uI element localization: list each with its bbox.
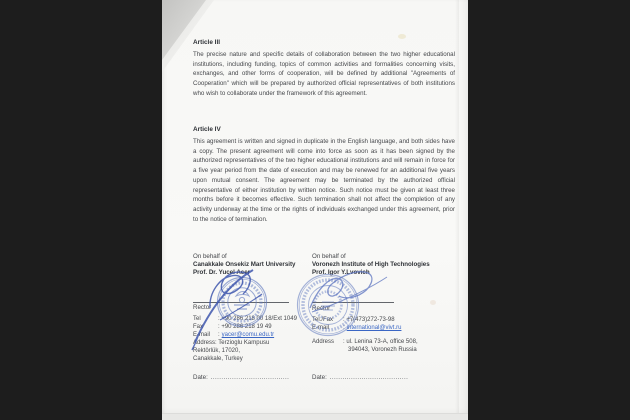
- left-signer-name: Prof. Dr. Yucel Acer: [193, 269, 251, 276]
- right-signature-line: [312, 302, 394, 303]
- scan-artifact: [430, 300, 436, 305]
- document-paper: [162, 0, 468, 420]
- left-address-row: [193, 339, 325, 347]
- left-address-line-2: Rektörlük, 17020,: [193, 348, 241, 355]
- article-3-body: The precise nature and specific details of collaboration between the two higher educational institutions, including funding, topics of common activities and formalities concerning visits, exchanges, and other forms of cooperation, will be defined by additional "Agreements of Cooperation" which will be prepared by authorized official representatives of both institutions who wish to collaborate under the framework of this agreement.: [193, 51, 455, 97]
- paper-bottom-edge: [162, 413, 468, 420]
- left-email-row: [193, 331, 325, 339]
- date-label: Date:: [193, 374, 208, 381]
- right-institution-name: Voronezh Institute of High Technologies: [312, 261, 430, 268]
- telfax-label: Tel./Fax: [312, 317, 334, 323]
- left-contact-details: [193, 315, 325, 364]
- email-label: E-mail: [312, 325, 330, 332]
- article-4-heading: Article IV: [193, 126, 221, 133]
- tel-value: : +90 286 218 00 18/Ext 1049: [218, 316, 297, 322]
- left-on-behalf: On behalf of: [193, 253, 227, 260]
- address-line-1: Terzioglu Kampusu: [218, 340, 270, 347]
- right-email-link[interactable]: international@vivt.ru: [346, 325, 402, 332]
- email-separator: :: [343, 325, 345, 332]
- date-dotted-line: .....................................: [210, 374, 290, 381]
- right-date-row: [312, 374, 408, 381]
- right-address-row: [312, 338, 462, 346]
- left-date-row: [193, 374, 289, 381]
- email-label: E-mail: [193, 332, 211, 339]
- address-label: Address: [312, 339, 335, 346]
- left-signatory-block: [193, 253, 314, 277]
- left-institution-name: Canakkale Onsekiz Mart University: [193, 261, 296, 268]
- left-fax-row: [193, 323, 325, 331]
- right-email-row: [312, 324, 462, 332]
- left-address-line-3: Canakkale, Turkey: [193, 356, 243, 363]
- address-label: Address:: [193, 340, 217, 347]
- right-contact-details: [312, 316, 462, 354]
- fax-label: Fax: [193, 324, 204, 331]
- left-role-label: Rector: [193, 304, 212, 311]
- date-label: Date:: [312, 374, 327, 381]
- right-on-behalf: On behalf of: [312, 253, 346, 260]
- article-3-heading: Article III: [193, 39, 220, 46]
- right-telfax-row: [312, 316, 462, 324]
- address-value: : ul. Lenina 73-A, office 508,: [343, 339, 418, 346]
- left-email-link[interactable]: yacer@comu.edu.tr: [221, 332, 275, 339]
- right-signer-name: Prof. Igor Y.Lvovich: [312, 269, 370, 276]
- telfax-value: : +7(473)272-73-98: [343, 317, 395, 323]
- article-4-body: This agreement is written and signed in duplicate in the English language, and both sides have a copy. The present agreement will come into force as soon as it has been signed by the authorized representatives of the two higher educational institutions and will remain in force for a five year period from the date of execution and may be renewed for an additional five years upon mutual consent. The agreement may be terminated by the authorized official representative of either institution by written notice. Such notice must be given at least three months before it becomes effective. Such termination shall not affect the completion of any activity underway at the time or the rights of individuals exchanged under this agreement, prior to the notice of termination.: [193, 138, 455, 223]
- right-role-label: Rector: [312, 305, 331, 312]
- paper-edge-crease: [455, 0, 459, 420]
- fax-value: : +90 286 218 19 49: [218, 324, 272, 331]
- right-address-line-2: 394043, Voronezh Russia: [348, 347, 417, 354]
- tel-label: Tel: [193, 316, 201, 322]
- left-signature-line: [193, 302, 289, 303]
- scan-artifact: [398, 34, 406, 39]
- right-signatory-block: [312, 253, 457, 277]
- date-dotted-line: .....................................: [329, 374, 409, 381]
- email-separator: :: [218, 332, 220, 339]
- left-tel-row: [193, 315, 325, 323]
